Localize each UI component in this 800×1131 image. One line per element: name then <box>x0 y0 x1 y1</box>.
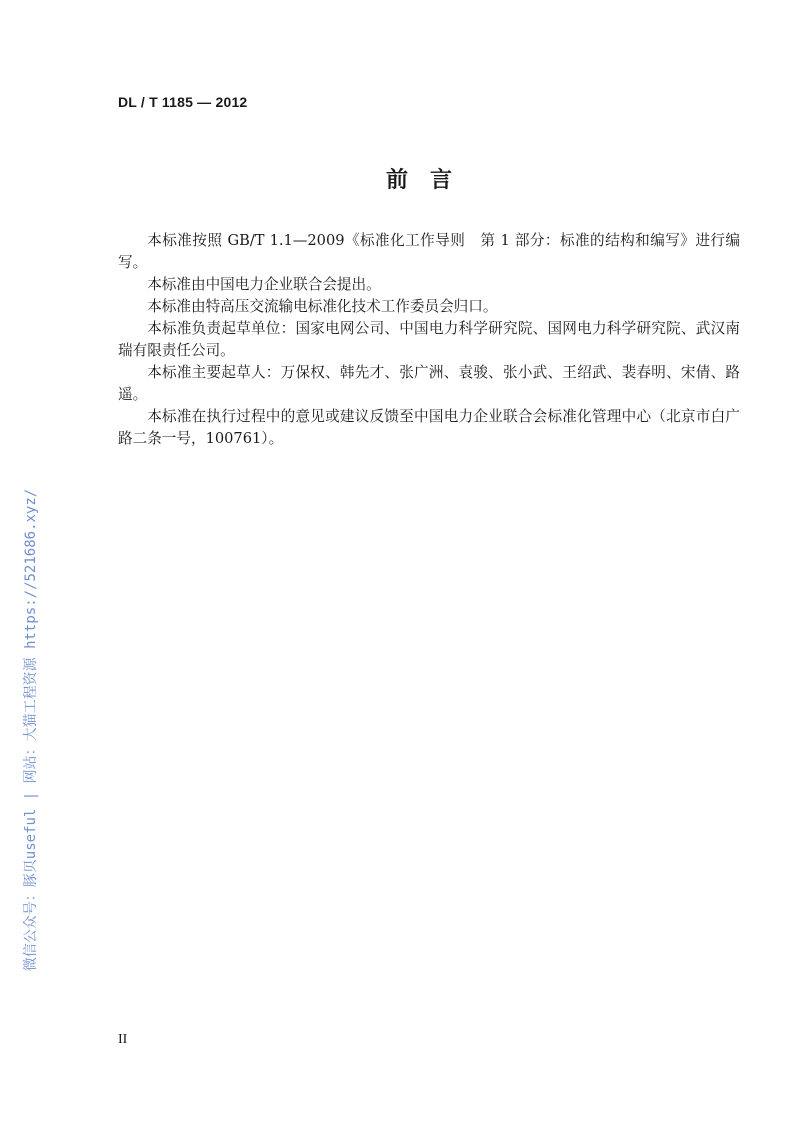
paragraph-proposer: 本标准由中国电力企业联合会提出。 <box>147 276 381 293</box>
page-number: II <box>118 1032 128 1047</box>
document-number-header: DL / T 1185 — 2012 <box>118 94 248 110</box>
paragraph-drafters: 本标准主要起草人：万保权、韩先才、张广洲、袁骏、张小武、王绍武、裴春明、宋倩、路遥。 <box>118 364 740 403</box>
section-title: 前言 <box>385 168 474 193</box>
watermark: 微信公众号：豚贝useful | 网站：大猫工程资源 https://521686.xyz/ <box>23 488 39 972</box>
foreword-body <box>118 230 740 450</box>
paragraph-feedback: 本标准在执行过程中的意见或建议反馈至中国电力企业联合会标准化管理中心（北京市白广路二条一号，100761）。 <box>118 408 740 447</box>
paragraph-committee: 本标准由特高压交流输电标准化技术工作委员会归口。 <box>147 298 498 315</box>
paragraph-structure-basis: 本标准按照 GB/T 1.1—2009《标准化工作导则 第 1 部分：标准的结构和编写》进行编写。 <box>118 232 740 271</box>
paragraph-drafting-units: 本标准负责起草单位：国家电网公司、中国电力科学研究院、国网电力科学研究院、武汉南瑞有限责任公司。 <box>118 320 740 359</box>
